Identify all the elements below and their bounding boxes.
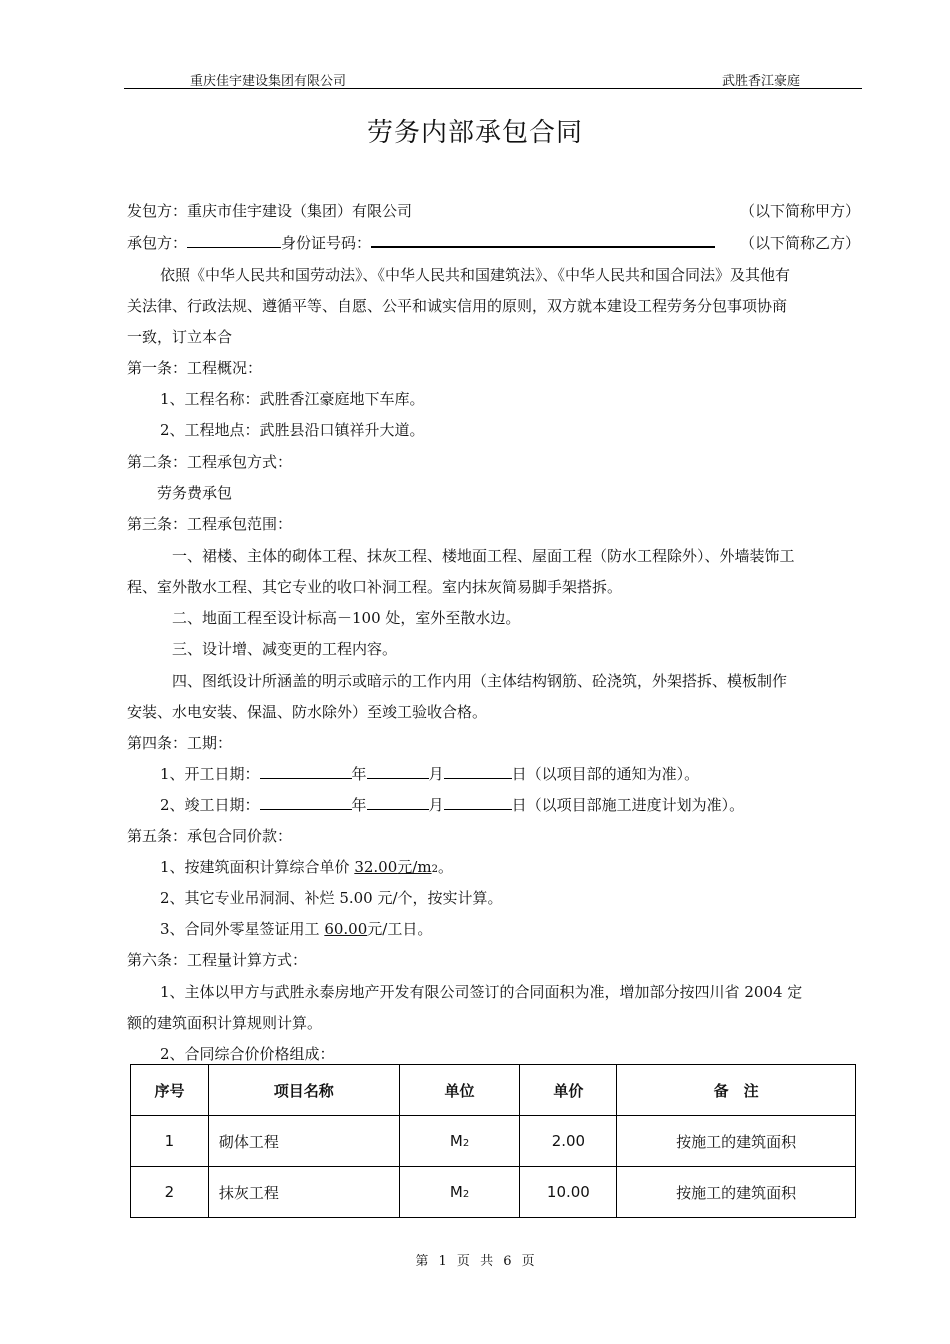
article-3-line-2: 程、室外散水工程、其它专业的收口补洞工程。室内抹灰简易脚手架搭拆。 [127,578,623,596]
row-unit: M2 [399,1116,520,1167]
end-day-blank [444,795,512,810]
header-unit-price: 单价 [520,1065,617,1116]
article-3-line-6: 安装、水电安装、保温、防水除外）至竣工验收合格。 [127,703,488,721]
row-no: 1 [131,1116,209,1167]
article-5-item-2: 2、其它专业吊洞洞、补烂 5.00 元/个，按实计算。 [160,889,503,907]
header-item-name: 项目名称 [208,1065,399,1116]
article-5-item-1: 1、按建筑面积计算综合单价 32.00元/m2。 [160,858,453,876]
table-header-row [131,1065,856,1116]
header-unit: 单位 [399,1065,520,1116]
employer-name: 重庆市佳宇建设（集团）有限公司 [187,202,413,220]
employer-alias: （以下简称甲方） [739,202,860,220]
article-1-item-1: 1、工程名称：武胜香江豪庭地下车库。 [160,390,425,408]
article-3-line-1: 一、裙楼、主体的砌体工程、抹灰工程、楼地面工程、屋面工程（防水工程除外）、外墙装饰工 [172,547,795,565]
article-5-item-3: 3、合同外零星签证用工 60.00元/工日。 [160,920,433,938]
article-2-heading: 第二条：工程承包方式： [127,453,293,471]
start-month-blank [367,764,429,779]
start-date-line: 1、开工日期： 年 月 日（以项目部的通知为准）。 [160,765,700,783]
contractor-alias: （以下简称乙方） [739,234,860,252]
article-3-line-3: 二、地面工程至设计标高－100 处，室外至散水边。 [172,609,521,627]
row-remark: 按施工的建筑面积 [617,1116,856,1167]
page-number: 1 [438,1254,447,1269]
total-pages: 6 [503,1254,512,1269]
document-title: 劳务内部承包合同 [366,118,583,148]
row-item-name: 抹灰工程 [208,1167,399,1218]
article-3-heading: 第三条：工程承包范围： [127,515,293,533]
table-row [131,1167,856,1218]
id-number-blank [371,232,715,248]
row-unit-price: 2.00 [520,1116,617,1167]
header-company: 重庆佳宇建设集团有限公司 [190,74,347,89]
price-table [130,1064,856,1218]
page-header [124,70,862,89]
article-4-heading: 第四条：工期： [127,734,233,752]
preamble-line-2: 关法律、行政法规、遵循平等、自愿、公平和诚实信用的原则，双方就本建设工程劳务分包事项协商 [127,297,788,315]
article-6-item-1-line-1: 1、主体以甲方与武胜永泰房地产开发有限公司签订的合同面积为准，增加部分按四川省 2004 定 [160,983,803,1001]
article-5-heading: 第五条：承包合同价款： [127,827,293,845]
table-row [131,1116,856,1167]
article-6-item-1-line-2: 额的建筑面积计算规则计算。 [127,1014,323,1032]
header-remark: 备 注 [617,1065,856,1116]
unit-price-value: 32.00 [354,858,398,876]
article-6-heading: 第六条：工程量计算方式： [127,951,308,969]
start-day-blank [444,764,512,779]
row-unit-price: 10.00 [520,1167,617,1218]
article-1-heading: 第一条：工程概况： [127,359,263,377]
article-6-item-2: 2、合同综合价价格组成： [160,1045,335,1063]
contractor-line: 承包方： 身份证号码： [127,232,715,253]
header-no: 序号 [131,1065,209,1116]
article-3-line-4: 三、设计增、减变更的工程内容。 [172,640,398,658]
contractor-name-blank [187,233,281,248]
daily-rate-value: 60.00 [324,920,368,938]
article-2-text: 劳务费承包 [157,484,233,502]
page-footer: 第 1 页 共 6 页 [415,1254,535,1269]
preamble-line-3: 一致，订立本合 [127,328,233,346]
article-1-item-2: 2、工程地点：武胜县沿口镇祥升大道。 [160,421,425,439]
row-unit: M2 [399,1167,520,1218]
row-no: 2 [131,1167,209,1218]
preamble-line-1: 依照《中华人民共和国劳动法》、《中华人民共和国建筑法》、《中华人民共和国合同法》及其他有 [160,266,791,284]
end-year-blank [260,795,352,810]
row-item-name: 砌体工程 [208,1116,399,1167]
end-month-blank [367,795,429,810]
start-year-blank [260,764,352,779]
header-project: 武胜香江豪庭 [721,74,800,89]
employer-line: 发包方：重庆市佳宇建设（集团）有限公司 [127,202,413,220]
row-remark: 按施工的建筑面积 [617,1167,856,1218]
article-3-line-5: 四、图纸设计所涵盖的明示或暗示的工作内用（主体结构钢筋、砼浇筑，外架搭拆、模板制作 [172,672,788,690]
end-date-line: 2、竣工日期： 年 月 日（以项目部施工进度计划为准）。 [160,796,745,814]
